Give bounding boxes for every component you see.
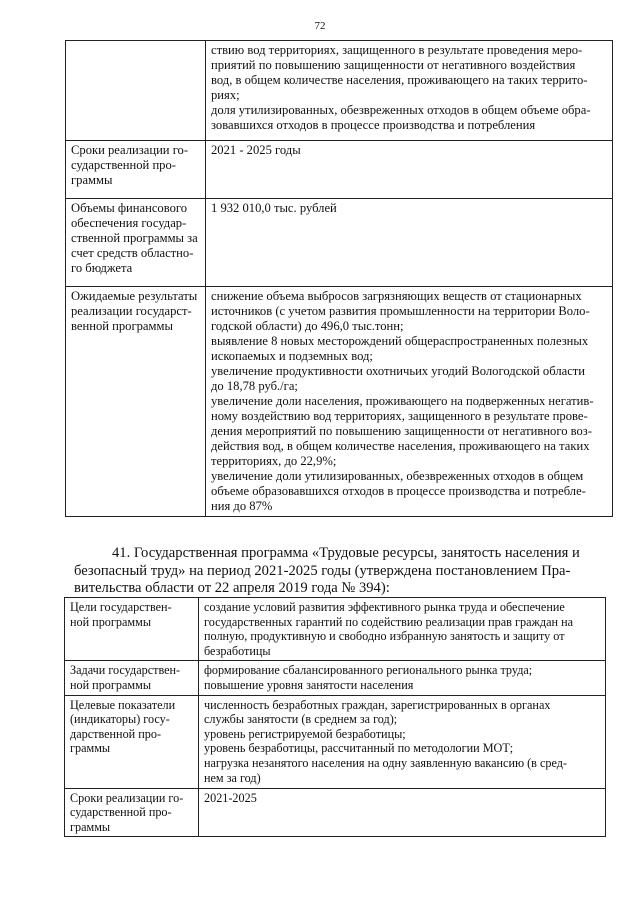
row-value — [206, 41, 613, 141]
text-line: Целевые показатели — [70, 697, 176, 712]
table-row-tasks — [65, 661, 606, 695]
row-label — [66, 141, 206, 199]
row-value — [199, 695, 606, 788]
text-line: полную, продуктивную и свободно избранную занятость и защиту от — [204, 629, 565, 644]
text-line: выявление 8 новых месторождений общераспространенных полезных — [211, 334, 589, 348]
text-line: ственной программы за — [71, 231, 198, 245]
text-line: вод, в общем количестве населения, проживающего на таких террито- — [211, 73, 588, 87]
table-row-funding — [66, 199, 613, 287]
row-label — [66, 41, 206, 141]
text-line: уровень регистрируемой безработицы; — [204, 726, 406, 741]
row-value — [199, 598, 606, 661]
table-row-goals — [65, 598, 606, 661]
row-value — [206, 287, 613, 517]
text-line: до 18,78 руб./га; — [211, 379, 298, 393]
text-line: нагрузка незанятого населения на одну заявленную вакансию (в сред- — [204, 755, 567, 770]
text-line: (индикаторы) госу- — [70, 712, 170, 727]
row-value — [199, 661, 606, 695]
text-line: риях; — [211, 88, 240, 102]
text-line: численность безработных граждан, зарегистрированных в органах — [204, 697, 551, 712]
text-line: Объемы финансового — [71, 201, 188, 215]
row-label — [65, 598, 199, 661]
section-41-heading-paragraph — [74, 545, 606, 598]
row-value — [206, 199, 613, 287]
text-line: доля утилизированных, обезвреженных отходов в общем объеме обра- — [211, 103, 591, 117]
text-line: Ожидаемые результаты — [71, 289, 198, 303]
text-line: Задачи государствен- — [70, 663, 181, 678]
text-line: уровень безработицы, рассчитанный по методологии МОТ; — [204, 741, 514, 756]
text-line: ствию вод территориях, защищенного в результате проведения меро- — [211, 43, 583, 57]
text-line: обеспечения государ- — [71, 216, 187, 230]
text-line: 2021-2025 — [204, 790, 257, 805]
text-line: действия вод, в общем количестве населения, проживающего на таких — [211, 439, 590, 453]
text-line: ной программы — [70, 614, 152, 629]
row-label — [65, 661, 199, 695]
table-row-implementation-period — [66, 141, 613, 199]
text-line: ископаемых и подземных вод; — [211, 349, 373, 363]
text-line: 41. Государственная программа «Трудовые ресурсы, занятость населения и — [112, 545, 580, 561]
row-label — [65, 695, 199, 788]
text-line: службы занятости (в среднем за год); — [204, 712, 398, 727]
text-line: нем за год) — [204, 770, 261, 785]
text-line: граммы — [70, 741, 111, 756]
text-line: территориях, до 22,9%; — [211, 454, 337, 468]
row-label — [65, 788, 199, 837]
row-label — [66, 287, 206, 517]
text-line: сударственной про- — [71, 158, 176, 172]
text-line: дарственной про- — [70, 726, 162, 741]
text-line: формирование сбалансированного регионального рынка труда; — [204, 663, 533, 678]
text-line: увеличение доли утилизированных, обезвреженных отходов в общем — [211, 469, 584, 483]
text-line: ному воздействию вод территориях, защищенного в результате прове- — [211, 409, 588, 423]
text-line: государственных гарантий по содействию реализации прав граждан на — [204, 614, 574, 629]
text-line: счет средств областно- — [71, 246, 194, 260]
text-line: 1 932 010,0 тыс. рублей — [211, 201, 337, 215]
text-line: повышение уровня занятости населения — [204, 677, 414, 692]
table-program-40-passport-continued — [65, 40, 613, 517]
table-row-indicators-continued — [66, 41, 613, 141]
text-line: безработицы — [204, 643, 271, 658]
text-line: ной программы — [70, 677, 152, 692]
row-label — [66, 199, 206, 287]
page-number: 72 — [314, 20, 326, 32]
text-line: увеличение доли населения, проживающего на подверженных негатив- — [211, 394, 594, 408]
text-line: создание условий развития эффективного рынка труда и обеспечение — [204, 600, 565, 614]
text-line: ния до 87% — [211, 499, 273, 513]
table-row-target-indicators — [65, 695, 606, 788]
text-line: вительства области от 22 апреля 2019 года № 394): — [74, 580, 390, 596]
text-line: дения мероприятий по повышению защищенности от негативного воз- — [211, 424, 592, 438]
text-line: снижение объема выбросов загрязняющих веществ от стационарных — [211, 289, 582, 303]
text-line: безопасный труд» на период 2021-2025 годы (утверждена постановлением Пра- — [74, 562, 571, 579]
table-row-implementation-period — [65, 788, 606, 837]
text-line: сударственной про- — [70, 805, 172, 820]
text-line: 2021 - 2025 годы — [211, 143, 301, 157]
text-line: увеличение продуктивности охотничьих угодий Вологодской области — [211, 364, 586, 378]
text-line: граммы — [71, 173, 113, 187]
text-line: приятий по повышению защищенности от негативного воздействия — [211, 58, 576, 72]
row-value — [206, 141, 613, 199]
text-line: Сроки реализации го- — [71, 143, 189, 157]
row-value — [199, 788, 606, 837]
text-line: годской области) до 496,0 тыс.тонн; — [211, 319, 404, 333]
text-line: венной программы — [71, 319, 173, 333]
table-program-41-passport — [64, 597, 606, 837]
table-row-expected-results — [66, 287, 613, 517]
text-line: Сроки реализации го- — [70, 790, 184, 805]
text-line: го бюджета — [71, 261, 133, 275]
text-line: реализации государст- — [71, 304, 192, 318]
text-line: Цели государствен- — [70, 600, 172, 614]
text-line: граммы — [70, 819, 111, 834]
text-line: объеме образовавшихся отходов в процессе производства и потребле- — [211, 484, 586, 498]
text-line: источников (с учетом развития промышленности на территории Воло- — [211, 304, 590, 318]
text-line: зовавшихся отходов в процессе производства и потребления — [211, 118, 536, 132]
